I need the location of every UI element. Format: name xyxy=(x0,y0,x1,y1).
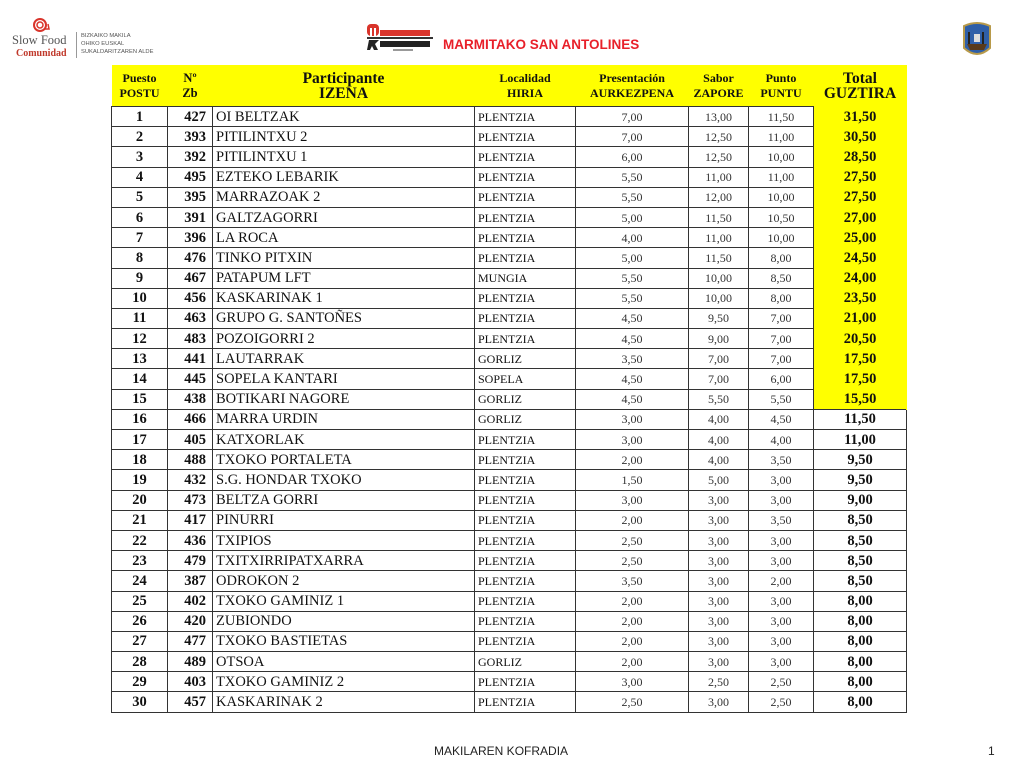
table-row xyxy=(112,147,907,167)
table-row xyxy=(112,611,907,631)
cell-presentacion: 2,00 xyxy=(576,450,689,470)
col-puesto: Puesto POSTU xyxy=(112,65,168,107)
cell-localidad: PLENTZIA xyxy=(475,107,576,127)
cell-localidad: PLENTZIA xyxy=(475,470,576,490)
cell-number: 476 xyxy=(168,248,213,268)
table-row xyxy=(112,551,907,571)
cell-sabor: 5,00 xyxy=(689,470,749,490)
cell-sabor: 9,00 xyxy=(689,329,749,349)
page-number: 1 xyxy=(988,744,995,758)
cell-punto: 3,00 xyxy=(749,591,814,611)
table-row xyxy=(112,430,907,450)
cell-participante: S.G. HONDAR TXOKO xyxy=(213,470,475,490)
cell-sabor: 3,00 xyxy=(689,571,749,591)
cell-total: 21,00 xyxy=(814,308,907,328)
cell-puesto: 7 xyxy=(112,228,168,248)
cell-sabor: 4,00 xyxy=(689,409,749,429)
cell-localidad: PLENTZIA xyxy=(475,167,576,187)
cell-participante: OI BELTZAK xyxy=(213,107,475,127)
table-row xyxy=(112,268,907,288)
cell-total: 24,00 xyxy=(814,268,907,288)
cell-puesto: 1 xyxy=(112,107,168,127)
cell-number: 457 xyxy=(168,692,213,712)
cell-presentacion: 1,50 xyxy=(576,470,689,490)
cell-localidad: PLENTZIA xyxy=(475,692,576,712)
cell-number: 456 xyxy=(168,288,213,308)
cell-participante: KASKARINAK 1 xyxy=(213,288,475,308)
cell-total: 9,50 xyxy=(814,470,907,490)
cell-participante: TXOKO GAMINIZ 1 xyxy=(213,591,475,611)
cell-puesto: 3 xyxy=(112,147,168,167)
cell-puesto: 5 xyxy=(112,187,168,207)
cell-puesto: 30 xyxy=(112,692,168,712)
table-row xyxy=(112,450,907,470)
cell-participante: ODROKON 2 xyxy=(213,571,475,591)
cell-punto: 3,50 xyxy=(749,450,814,470)
cell-presentacion: 3,00 xyxy=(576,430,689,450)
cell-sabor: 3,00 xyxy=(689,551,749,571)
cell-localidad: PLENTZIA xyxy=(475,187,576,207)
cell-participante: GRUPO G. SANTOÑES xyxy=(213,308,475,328)
table-row xyxy=(112,248,907,268)
cell-sabor: 12,00 xyxy=(689,187,749,207)
cell-number: 463 xyxy=(168,308,213,328)
cell-sabor: 3,00 xyxy=(689,692,749,712)
cell-puesto: 14 xyxy=(112,369,168,389)
cell-total: 9,00 xyxy=(814,490,907,510)
table-row xyxy=(112,288,907,308)
table-row xyxy=(112,490,907,510)
cell-punto: 3,00 xyxy=(749,611,814,631)
cell-participante: PATAPUM LFT xyxy=(213,268,475,288)
cell-total: 27,00 xyxy=(814,207,907,227)
cell-puesto: 11 xyxy=(112,308,168,328)
cell-presentacion: 4,50 xyxy=(576,389,689,409)
cell-total: 8,50 xyxy=(814,510,907,530)
cell-participante: OTSOA xyxy=(213,652,475,672)
cell-punto: 8,00 xyxy=(749,248,814,268)
cell-participante: MARRA URDIN xyxy=(213,409,475,429)
cell-localidad: PLENTZIA xyxy=(475,611,576,631)
cell-total: 27,50 xyxy=(814,167,907,187)
subtitle-line: OHIKO EUSKAL xyxy=(81,41,125,47)
cell-number: 387 xyxy=(168,571,213,591)
cell-participante: TXOKO GAMINIZ 2 xyxy=(213,672,475,692)
cell-localidad: PLENTZIA xyxy=(475,510,576,530)
cell-punto: 5,50 xyxy=(749,389,814,409)
cell-sabor: 4,00 xyxy=(689,430,749,450)
cell-presentacion: 3,00 xyxy=(576,672,689,692)
cell-number: 436 xyxy=(168,530,213,550)
cell-number: 395 xyxy=(168,187,213,207)
col-total: Total GUZTIRA xyxy=(814,65,907,107)
cell-presentacion: 2,50 xyxy=(576,551,689,571)
cell-sabor: 11,00 xyxy=(689,167,749,187)
cell-participante: KASKARINAK 2 xyxy=(213,692,475,712)
cell-punto: 3,00 xyxy=(749,652,814,672)
table-row xyxy=(112,652,907,672)
cell-number: 488 xyxy=(168,450,213,470)
cell-presentacion: 3,50 xyxy=(576,571,689,591)
table-body xyxy=(112,107,907,713)
table-row xyxy=(112,631,907,651)
cell-punto: 2,50 xyxy=(749,672,814,692)
table-row xyxy=(112,187,907,207)
cell-sabor: 3,00 xyxy=(689,611,749,631)
cell-localidad: PLENTZIA xyxy=(475,450,576,470)
cell-participante: EZTEKO LEBARIK xyxy=(213,167,475,187)
cell-sabor: 3,00 xyxy=(689,652,749,672)
cell-participante: PITILINTXU 1 xyxy=(213,147,475,167)
cell-puesto: 26 xyxy=(112,611,168,631)
table-row xyxy=(112,369,907,389)
cell-number: 445 xyxy=(168,369,213,389)
cell-participante: BELTZA GORRI xyxy=(213,490,475,510)
cell-localidad: PLENTZIA xyxy=(475,127,576,147)
cell-localidad: PLENTZIA xyxy=(475,591,576,611)
cell-punto: 11,50 xyxy=(749,107,814,127)
cell-localidad: GORLIZ xyxy=(475,389,576,409)
cell-localidad: PLENTZIA xyxy=(475,288,576,308)
cell-sabor: 3,00 xyxy=(689,530,749,550)
cell-puesto: 13 xyxy=(112,349,168,369)
cell-puesto: 20 xyxy=(112,490,168,510)
cell-sabor: 3,00 xyxy=(689,631,749,651)
cell-punto: 8,00 xyxy=(749,288,814,308)
cell-presentacion: 5,50 xyxy=(576,268,689,288)
cell-participante: POZOIGORRI 2 xyxy=(213,329,475,349)
cell-total: 27,50 xyxy=(814,187,907,207)
col-participante: Participante IZENA xyxy=(213,65,475,107)
slow-food-subtitle xyxy=(81,32,153,56)
table-row xyxy=(112,167,907,187)
cell-puesto: 22 xyxy=(112,530,168,550)
cell-puesto: 16 xyxy=(112,409,168,429)
results-table xyxy=(111,65,907,713)
cell-number: 489 xyxy=(168,652,213,672)
cell-total: 11,50 xyxy=(814,409,907,429)
cell-presentacion: 2,50 xyxy=(576,530,689,550)
cell-presentacion: 4,50 xyxy=(576,329,689,349)
cell-sabor: 13,00 xyxy=(689,107,749,127)
cell-localidad: PLENTZIA xyxy=(475,248,576,268)
cell-total: 8,50 xyxy=(814,551,907,571)
cell-punto: 3,50 xyxy=(749,510,814,530)
cell-punto: 3,00 xyxy=(749,470,814,490)
cell-total: 31,50 xyxy=(814,107,907,127)
cell-presentacion: 5,50 xyxy=(576,288,689,308)
cell-total: 15,50 xyxy=(814,389,907,409)
cell-puesto: 2 xyxy=(112,127,168,147)
table-row xyxy=(112,530,907,550)
cell-sabor: 11,00 xyxy=(689,228,749,248)
cell-punto: 4,00 xyxy=(749,430,814,450)
table-row xyxy=(112,228,907,248)
cell-number: 438 xyxy=(168,389,213,409)
cell-localidad: SOPELA xyxy=(475,369,576,389)
cell-participante: PITILINTXU 2 xyxy=(213,127,475,147)
logo-divider xyxy=(76,32,77,58)
cell-punto: 4,50 xyxy=(749,409,814,429)
cell-total: 8,00 xyxy=(814,652,907,672)
table-row xyxy=(112,470,907,490)
cell-number: 477 xyxy=(168,631,213,651)
table-row xyxy=(112,510,907,530)
cell-sabor: 12,50 xyxy=(689,127,749,147)
cell-sabor: 11,50 xyxy=(689,248,749,268)
cell-punto: 11,00 xyxy=(749,127,814,147)
cell-participante: LAUTARRAK xyxy=(213,349,475,369)
cell-total: 17,50 xyxy=(814,369,907,389)
cell-sabor: 2,50 xyxy=(689,672,749,692)
table-row xyxy=(112,107,907,127)
cell-total: 9,50 xyxy=(814,450,907,470)
cell-localidad: PLENTZIA xyxy=(475,631,576,651)
cell-localidad: PLENTZIA xyxy=(475,530,576,550)
cell-localidad: PLENTZIA xyxy=(475,430,576,450)
cell-punto: 3,00 xyxy=(749,631,814,651)
cell-localidad: PLENTZIA xyxy=(475,228,576,248)
cell-puesto: 9 xyxy=(112,268,168,288)
cell-punto: 2,00 xyxy=(749,571,814,591)
cell-puesto: 10 xyxy=(112,288,168,308)
table-row xyxy=(112,389,907,409)
slow-food-name: Slow Food xyxy=(12,33,67,47)
cell-total: 8,00 xyxy=(814,631,907,651)
cell-total: 8,50 xyxy=(814,530,907,550)
cell-punto: 3,00 xyxy=(749,551,814,571)
cell-participante: LA ROCA xyxy=(213,228,475,248)
cell-puesto: 6 xyxy=(112,207,168,227)
col-sabor: Sabor ZAPORE xyxy=(689,65,749,107)
cell-number: 473 xyxy=(168,490,213,510)
cell-total: 17,50 xyxy=(814,349,907,369)
cell-presentacion: 2,00 xyxy=(576,611,689,631)
cell-punto: 3,00 xyxy=(749,530,814,550)
cell-punto: 3,00 xyxy=(749,490,814,510)
cell-sabor: 3,00 xyxy=(689,510,749,530)
cell-punto: 7,00 xyxy=(749,349,814,369)
cell-number: 441 xyxy=(168,349,213,369)
cell-presentacion: 5,00 xyxy=(576,248,689,268)
cell-number: 420 xyxy=(168,611,213,631)
cell-puesto: 12 xyxy=(112,329,168,349)
cell-punto: 10,00 xyxy=(749,187,814,207)
cell-sabor: 11,50 xyxy=(689,207,749,227)
cell-number: 479 xyxy=(168,551,213,571)
col-presentacion: Presentación AURKEZPENA xyxy=(576,65,689,107)
cell-participante: TINKO PITXIN xyxy=(213,248,475,268)
cell-total: 20,50 xyxy=(814,329,907,349)
col-punto: Punto PUNTU xyxy=(749,65,814,107)
table-row xyxy=(112,692,907,712)
cell-participante: BOTIKARI NAGORE xyxy=(213,389,475,409)
cell-presentacion: 3,00 xyxy=(576,409,689,429)
footer-text: MAKILAREN KOFRADIA xyxy=(434,744,569,758)
slow-food-community: Comunidad xyxy=(16,48,67,59)
cell-puesto: 23 xyxy=(112,551,168,571)
cell-participante: ZUBIONDO xyxy=(213,611,475,631)
cell-presentacion: 3,00 xyxy=(576,490,689,510)
cell-sabor: 10,00 xyxy=(689,268,749,288)
cell-sabor: 3,00 xyxy=(689,591,749,611)
cell-localidad: PLENTZIA xyxy=(475,308,576,328)
cell-number: 427 xyxy=(168,107,213,127)
cell-number: 483 xyxy=(168,329,213,349)
cell-presentacion: 4,00 xyxy=(576,228,689,248)
cell-number: 405 xyxy=(168,430,213,450)
cell-number: 467 xyxy=(168,268,213,288)
cell-puesto: 19 xyxy=(112,470,168,490)
cell-participante: MARRAZOAK 2 xyxy=(213,187,475,207)
cell-punto: 7,00 xyxy=(749,308,814,328)
cell-number: 393 xyxy=(168,127,213,147)
cell-sabor: 4,00 xyxy=(689,450,749,470)
cell-puesto: 21 xyxy=(112,510,168,530)
cell-presentacion: 5,50 xyxy=(576,187,689,207)
cell-sabor: 7,00 xyxy=(689,349,749,369)
cell-punto: 10,00 xyxy=(749,147,814,167)
cell-presentacion: 3,50 xyxy=(576,349,689,369)
cell-participante: PINURRI xyxy=(213,510,475,530)
cell-puesto: 24 xyxy=(112,571,168,591)
cell-participante: GALTZAGORRI xyxy=(213,207,475,227)
makilaren-kofradia-logo xyxy=(365,22,435,54)
cell-localidad: GORLIZ xyxy=(475,349,576,369)
cell-total: 8,00 xyxy=(814,672,907,692)
slow-food-logo xyxy=(6,18,176,62)
cell-total: 24,50 xyxy=(814,248,907,268)
cell-puesto: 17 xyxy=(112,430,168,450)
cell-number: 402 xyxy=(168,591,213,611)
table-row xyxy=(112,409,907,429)
cell-puesto: 18 xyxy=(112,450,168,470)
table-row xyxy=(112,308,907,328)
cell-sabor: 9,50 xyxy=(689,308,749,328)
snail-icon xyxy=(32,18,50,32)
cell-puesto: 15 xyxy=(112,389,168,409)
cell-punto: 2,50 xyxy=(749,692,814,712)
cell-puesto: 28 xyxy=(112,652,168,672)
cell-number: 391 xyxy=(168,207,213,227)
cell-participante: KATXORLAK xyxy=(213,430,475,450)
cell-number: 495 xyxy=(168,167,213,187)
cell-total: 30,50 xyxy=(814,127,907,147)
cell-presentacion: 4,50 xyxy=(576,369,689,389)
table-header-row xyxy=(112,65,907,107)
cell-punto: 10,50 xyxy=(749,207,814,227)
cell-punto: 11,00 xyxy=(749,167,814,187)
cell-presentacion: 6,00 xyxy=(576,147,689,167)
cell-localidad: PLENTZIA xyxy=(475,551,576,571)
col-number: Nº Zb xyxy=(168,65,213,107)
cell-total: 8,00 xyxy=(814,591,907,611)
cell-number: 432 xyxy=(168,470,213,490)
cell-punto: 10,00 xyxy=(749,228,814,248)
cell-sabor: 7,00 xyxy=(689,369,749,389)
cell-punto: 8,50 xyxy=(749,268,814,288)
cell-presentacion: 5,50 xyxy=(576,167,689,187)
cell-localidad: PLENTZIA xyxy=(475,147,576,167)
cell-puesto: 25 xyxy=(112,591,168,611)
cell-sabor: 5,50 xyxy=(689,389,749,409)
coat-of-arms-icon xyxy=(960,20,994,60)
cell-participante: TXIPIOS xyxy=(213,530,475,550)
cell-localidad: PLENTZIA xyxy=(475,329,576,349)
cell-participante: SOPELA KANTARI xyxy=(213,369,475,389)
cell-puesto: 29 xyxy=(112,672,168,692)
cell-punto: 6,00 xyxy=(749,369,814,389)
cell-presentacion: 7,00 xyxy=(576,127,689,147)
subtitle-line: SUKALDARITZAREN ALDE xyxy=(81,49,154,55)
cell-sabor: 3,00 xyxy=(689,490,749,510)
table-row xyxy=(112,591,907,611)
cell-total: 8,50 xyxy=(814,571,907,591)
table-row xyxy=(112,127,907,147)
cell-total: 23,50 xyxy=(814,288,907,308)
cell-total: 8,00 xyxy=(814,611,907,631)
cell-sabor: 12,50 xyxy=(689,147,749,167)
cell-puesto: 4 xyxy=(112,167,168,187)
cell-number: 466 xyxy=(168,409,213,429)
cell-presentacion: 4,50 xyxy=(576,308,689,328)
cell-presentacion: 2,00 xyxy=(576,591,689,611)
cell-presentacion: 2,00 xyxy=(576,631,689,651)
cell-number: 403 xyxy=(168,672,213,692)
cell-localidad: GORLIZ xyxy=(475,409,576,429)
cell-presentacion: 7,00 xyxy=(576,107,689,127)
cell-number: 396 xyxy=(168,228,213,248)
cell-number: 392 xyxy=(168,147,213,167)
cell-localidad: PLENTZIA xyxy=(475,207,576,227)
col-localidad: Localidad HIRIA xyxy=(475,65,576,107)
subtitle-line: BIZKAIKO MAKILA xyxy=(81,33,131,39)
cell-number: 417 xyxy=(168,510,213,530)
cell-participante: TXITXIRRIPATXARRA xyxy=(213,551,475,571)
cell-participante: TXOKO PORTALETA xyxy=(213,450,475,470)
table-row xyxy=(112,349,907,369)
cell-presentacion: 2,50 xyxy=(576,692,689,712)
table-row xyxy=(112,672,907,692)
cell-puesto: 27 xyxy=(112,631,168,651)
cell-total: 8,00 xyxy=(814,692,907,712)
cell-total: 25,00 xyxy=(814,228,907,248)
cell-localidad: PLENTZIA xyxy=(475,490,576,510)
table-row xyxy=(112,329,907,349)
cell-sabor: 10,00 xyxy=(689,288,749,308)
cell-total: 11,00 xyxy=(814,430,907,450)
cell-presentacion: 5,00 xyxy=(576,207,689,227)
cell-localidad: PLENTZIA xyxy=(475,672,576,692)
cell-puesto: 8 xyxy=(112,248,168,268)
cell-localidad: PLENTZIA xyxy=(475,571,576,591)
table-row xyxy=(112,207,907,227)
cell-presentacion: 2,00 xyxy=(576,652,689,672)
table-row xyxy=(112,571,907,591)
cell-total: 28,50 xyxy=(814,147,907,167)
cell-localidad: GORLIZ xyxy=(475,652,576,672)
cell-localidad: MUNGIA xyxy=(475,268,576,288)
cell-participante: TXOKO BASTIETAS xyxy=(213,631,475,651)
cell-punto: 7,00 xyxy=(749,329,814,349)
cell-presentacion: 2,00 xyxy=(576,510,689,530)
page-title: MARMITAKO SAN ANTOLINES xyxy=(443,37,640,52)
